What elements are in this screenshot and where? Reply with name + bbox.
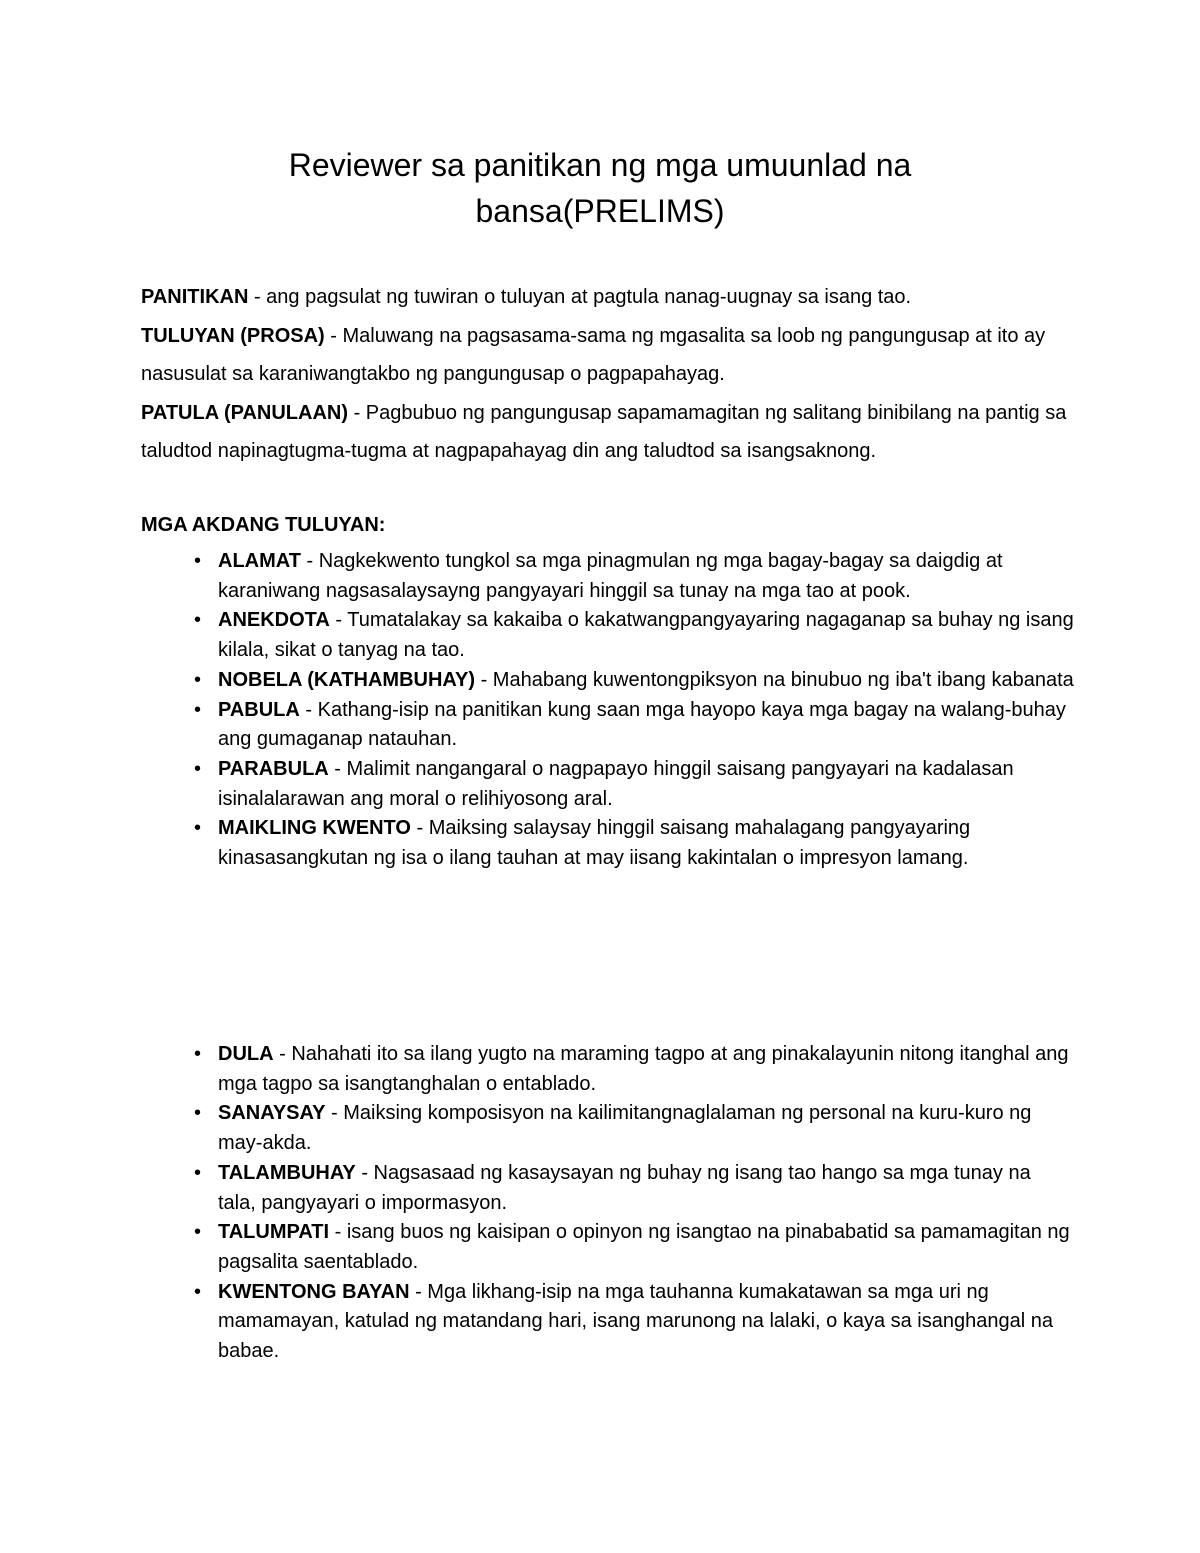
list-item [194,1278,1074,1367]
item-term: TALAMBUHAY [218,1161,356,1184]
akda-list-1 [194,547,1074,874]
document-title [0,142,1200,234]
item-text: - Nagsasaad ng kasaysayan ng buhay ng isang tao hango sa mga tunay na tala, pangyayari o impormasyon. [218,1161,1031,1214]
definition-text: - ang pagsulat ng tuwiran o tuluyan at pagtula nanag-uugnay sa isang tao. [248,286,912,308]
item-term: PARABULA [218,757,329,780]
definition-term: TULUYAN (PROSA) [141,324,325,347]
title-line-2: bansa(PRELIMS) [475,193,725,229]
item-text: - Nagkekwento tungkol sa mga pinagmulan ng mga bagay-bagay sa daigdig at karaniwang nagsasalaysayng pangyayari hinggil sa tunay na mga tao at pook. [218,550,1003,602]
definition-term: PATULA (PANULAAN) [141,401,349,424]
definition-text: - Pagbubuo ng pangungusap sapamamagitan ng salitang binibilang na pantig sa taludtod napinagtugma-tugma at nagpapahayag din ang taludtod sa isangsaknong. [141,401,1067,462]
item-text: - Maiksing salaysay hinggil saisang mahalagang pangyayaring kinasasangkutan ng isa o ilang tauhan at may iisang kakintalan o impresyon lamang. [218,817,971,870]
bullet-icon: • [194,757,202,780]
section-heading: MGA AKDANG TULUYAN: [141,514,386,536]
item-text: - Kathang-isip na panitikan kung saan mga hayopo kaya mga bagay na walang-buhay ang gumaganap natauhan. [218,698,1066,751]
item-text: - Malimit nangangaral o nagpapayo hinggil saisang pangyayari na kadalasan isinalalarawan ang moral o relihiyosong aral. [218,757,1014,810]
bullet-icon: • [194,1280,202,1303]
item-term: ANEKDOTA [218,609,330,632]
list-item [194,696,1074,755]
item-term: TALUMPATI [218,1221,330,1244]
definition-panitikan [141,278,1071,317]
akda-list-2 [194,1040,1074,1367]
definition-text: - Maluwang na pagsasama-sama ng mgasalita sa loob ng pangungusap at ito ay nasusulat sa karaniwangtakbo ng pangungusap o pagpapahayag. [141,324,1046,385]
bullet-icon: • [194,1221,202,1244]
list-item [194,1040,1074,1099]
bullet-icon: • [194,698,202,721]
bullet-icon: • [194,817,202,840]
list-item [194,1218,1074,1277]
definitions-block [141,278,1071,471]
item-text: - Tumatalakay sa kakaiba o kakatwangpangyayaring nagaganap sa buhay ng isang kilala, sikat o tanyag na tao. [218,609,1074,662]
item-term: ALAMAT [218,550,301,572]
list-item [194,547,1074,606]
list-item [194,814,1074,873]
bullet-icon: • [194,668,202,691]
item-term: PABULA [218,698,300,721]
definition-term: PANITIKAN [141,286,249,308]
item-term: MAIKLING KWENTO [218,817,411,840]
bullet-icon: • [194,1102,202,1125]
definition-patula [141,394,1071,471]
list-item [194,755,1074,814]
item-text: - Mga likhang-isip na mga tauhanna kumakatawan sa mga uri ng mamamayan, katulad ng matandang hari, isang marunong na lalaki, o kaya sa isanghangal na babae. [218,1280,1053,1363]
bullet-icon: • [194,609,202,632]
item-term: SANAYSAY [218,1102,326,1125]
bullet-icon: • [194,1043,202,1065]
item-term: KWENTONG BAYAN [218,1280,410,1303]
item-text: - Mahabang kuwentongpiksyon na binubuo ng iba't ibang kabanata [475,668,1074,691]
list-item [194,1159,1074,1218]
list-item [194,1099,1074,1158]
definition-tuluyan [141,317,1071,394]
list-item [194,606,1074,665]
item-text: - isang buos ng kaisipan o opinyon ng isangtao na pinababatid sa pamamagitan ng pagsalita saentablado. [218,1221,1070,1273]
bullet-icon: • [194,550,202,572]
item-term: NOBELA (KATHAMBUHAY) [218,668,476,691]
item-text: - Maiksing komposisyon na kailimitangnaglalaman ng personal na kuru-kuro ng may-akda. [218,1102,1032,1155]
list-item [194,666,1074,696]
item-term: DULA [218,1043,274,1065]
item-text: - Nahahati ito sa ilang yugto na maraming tagpo at ang pinakalayunin nitong itanghal ang mga tagpo sa isangtanghalan o entablado. [218,1043,1069,1095]
bullet-icon: • [194,1161,202,1184]
title-line-1: Reviewer sa panitikan ng mga umuunlad na [288,147,912,183]
